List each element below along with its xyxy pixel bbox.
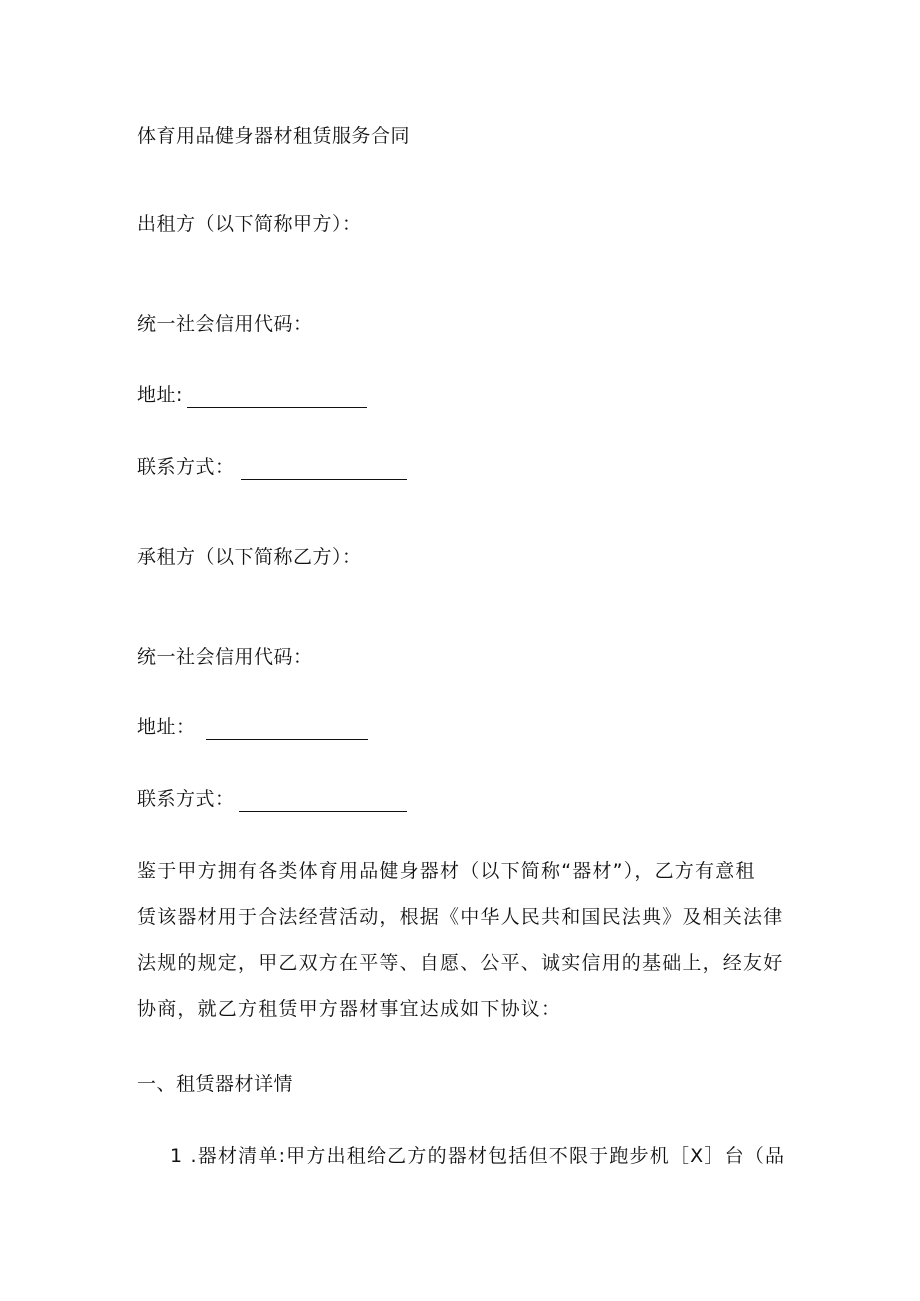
section-1-heading: 一、租赁器材详情: [137, 1073, 294, 1095]
contract-title: 体育用品健身器材租赁服务合同: [137, 125, 411, 147]
party-b-credit-code-label: 统一社会信用代码：: [137, 646, 313, 668]
preamble-line: 协商，就乙方租赁甲方器材事宜达成如下协议：: [137, 998, 562, 1020]
party-a-contact-row: [137, 455, 407, 480]
party-b-contact-label: 联系方式：: [137, 788, 235, 810]
preamble-paragraph: [137, 848, 787, 1032]
party-a-address-blank: [187, 387, 367, 408]
party-a-address-label: 地址:: [137, 384, 183, 406]
preamble-line: 鉴于甲方拥有各类体育用品健身器材（以下简称“器材”），乙方有意租: [137, 860, 756, 882]
party-a-heading: 出租方（以下简称甲方）：: [137, 213, 362, 235]
party-b-address-label: 地址：: [137, 716, 196, 738]
party-a-address-row: [137, 383, 367, 408]
preamble-line: 法规的规定，甲乙双方在平等、自愿、公平、诚实信用的基础上，经友好: [137, 952, 784, 974]
party-b-address-row: [137, 715, 368, 740]
party-b-contact-row: [137, 787, 407, 812]
preamble-line: 赁该器材用于合法经营活动，根据《中华人民共和国民法典》及相关法律: [137, 906, 784, 928]
clause-1-1: 1 .器材清单:甲方出租给乙方的器材包括但不限于跑步机［X］台（品: [170, 1145, 786, 1167]
party-b-contact-blank: [239, 791, 407, 812]
party-b-address-blank: [206, 719, 368, 740]
party-b-heading: 承租方（以下简称乙方）：: [137, 546, 362, 568]
party-a-contact-label: 联系方式：: [137, 456, 235, 478]
party-a-contact-blank: [241, 459, 407, 480]
party-a-credit-code-label: 统一社会信用代码：: [137, 313, 313, 335]
